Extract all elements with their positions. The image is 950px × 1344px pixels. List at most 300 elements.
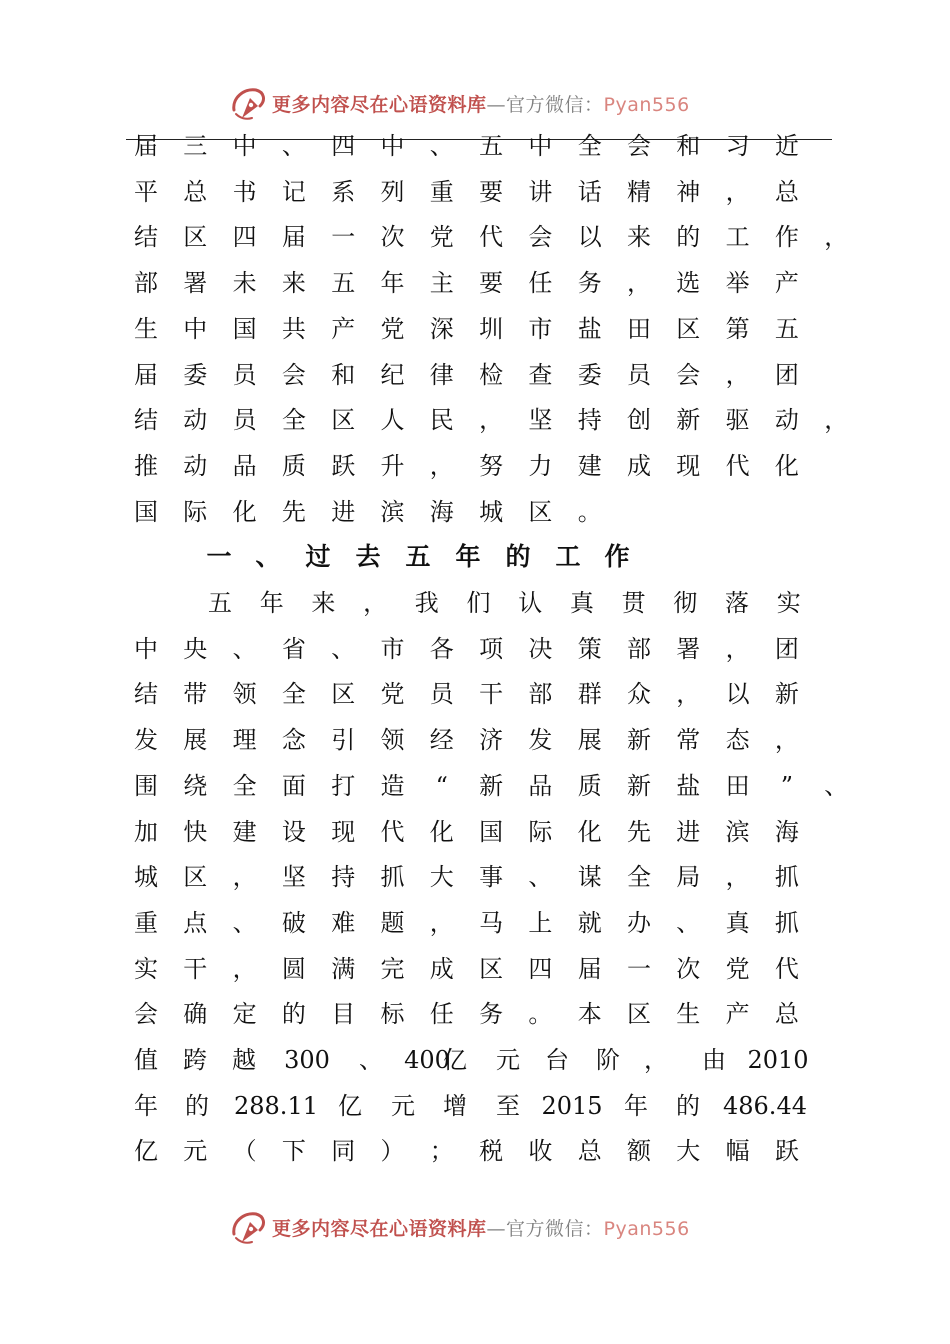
text-glyph: 过 [305, 542, 331, 572]
text-glyph: 化 [429, 817, 454, 846]
text-glyph: 办 [627, 908, 651, 937]
text-line [0, 446, 950, 486]
text-glyph: 展 [577, 726, 602, 755]
text-glyph: 代 [380, 817, 405, 846]
text-glyph: 至 [496, 1091, 520, 1120]
text-glyph: 市 [528, 314, 553, 343]
text-glyph: 书 [232, 177, 257, 206]
text-glyph: 员 [429, 680, 454, 709]
text-glyph: 新 [627, 771, 651, 800]
text-glyph: 动 [774, 406, 799, 435]
text-glyph: 团 [774, 634, 799, 663]
text-glyph: 事 [479, 863, 504, 892]
text-line [0, 583, 950, 623]
text-line [0, 674, 950, 714]
text-glyph: 现 [331, 817, 356, 846]
text-glyph: 抓 [774, 863, 799, 892]
text-glyph: 跃 [331, 451, 356, 480]
text-glyph: ， [725, 177, 750, 206]
text-glyph: ， [676, 680, 701, 709]
text-glyph: 四 [528, 954, 553, 983]
text-glyph: 、 [232, 634, 257, 663]
text-glyph: ， [363, 589, 388, 617]
text-glyph: 年 [380, 269, 405, 298]
text-line [0, 949, 950, 989]
text-glyph: 进 [331, 497, 356, 526]
text-glyph: 和 [676, 132, 701, 160]
text-glyph: 际 [528, 817, 553, 846]
text-glyph: 众 [627, 680, 651, 709]
text-glyph: 念 [281, 726, 306, 755]
text-glyph: 质 [281, 451, 306, 480]
text-glyph: 2015 [541, 1091, 603, 1120]
text-glyph: 年 [259, 589, 284, 617]
text-glyph: 区 [183, 863, 208, 892]
text-glyph: 带 [183, 680, 208, 709]
section-heading [0, 537, 950, 577]
text-glyph: 坚 [528, 406, 553, 435]
text-glyph: 部 [134, 269, 158, 298]
text-glyph: 深 [429, 314, 454, 343]
text-glyph: 态 [725, 726, 750, 755]
text-glyph: 田 [725, 771, 750, 800]
text-glyph: 举 [725, 269, 750, 298]
text-glyph: 标 [380, 1000, 405, 1029]
text-glyph: 产 [331, 314, 356, 343]
text-glyph: ， [824, 406, 849, 435]
text-glyph: ， [479, 406, 504, 435]
text-glyph: 、 [359, 1046, 383, 1074]
text-glyph: 额 [627, 1137, 651, 1166]
text-glyph: 部 [627, 634, 651, 663]
text-glyph: 、 [429, 132, 454, 160]
text-glyph: 定 [232, 1000, 257, 1029]
text-glyph: 下 [281, 1137, 306, 1166]
text-glyph: 律 [429, 360, 454, 389]
text-glyph: 成 [429, 954, 454, 983]
text-glyph: 我 [414, 589, 439, 617]
text-glyph: 元 [183, 1137, 208, 1166]
text-glyph: 幅 [725, 1137, 750, 1166]
text-glyph: 谋 [577, 863, 602, 892]
text-glyph: 策 [577, 634, 602, 663]
text-glyph: 引 [331, 726, 356, 755]
text-glyph: 马 [479, 908, 504, 937]
text-glyph: 升 [380, 451, 405, 480]
text-glyph: 要 [479, 177, 504, 206]
text-glyph: 、 [331, 634, 356, 663]
text-glyph: 亿 [134, 1137, 158, 1166]
text-glyph: 建 [577, 451, 602, 480]
text-glyph: 来 [281, 269, 306, 298]
text-glyph: 力 [528, 451, 553, 480]
text-glyph: 成 [627, 451, 651, 480]
text-glyph: 一 [627, 954, 651, 983]
text-glyph: 、 [255, 542, 281, 572]
text-glyph: 全 [232, 771, 257, 800]
text-glyph: 五 [479, 132, 504, 160]
text-glyph: 生 [676, 1000, 701, 1029]
text-glyph: 先 [281, 497, 306, 526]
text-glyph: ） [380, 1137, 405, 1166]
text-glyph: 来 [311, 589, 336, 617]
text-glyph: 人 [380, 406, 405, 435]
text-glyph: 四 [331, 132, 356, 160]
pen-nib-logo-icon [228, 1208, 268, 1248]
text-glyph: 们 [466, 589, 491, 617]
text-glyph: 平 [134, 177, 158, 206]
text-line [0, 720, 950, 760]
text-line [0, 172, 950, 212]
text-glyph: 由 [702, 1046, 726, 1074]
text-glyph: 区 [331, 406, 356, 435]
watermark-text [272, 90, 690, 117]
text-glyph: 和 [331, 360, 356, 389]
text-glyph: 讲 [528, 177, 553, 206]
text-glyph: 届 [281, 223, 306, 252]
text-glyph: 领 [232, 680, 257, 709]
text-glyph: ， [725, 634, 750, 663]
text-glyph: 决 [528, 634, 553, 663]
text-glyph: 署 [183, 269, 208, 298]
text-glyph: 年 [455, 542, 481, 572]
text-line [0, 309, 950, 349]
watermark-sub: 官方微信： [506, 94, 604, 116]
text-glyph: 总 [577, 1137, 602, 1166]
text-glyph: 精 [627, 177, 651, 206]
text-glyph: 市 [380, 634, 405, 663]
text-glyph: 团 [774, 360, 799, 389]
text-glyph: 代 [479, 223, 504, 252]
text-glyph: 际 [183, 497, 208, 526]
text-glyph: 值 [134, 1046, 158, 1074]
text-glyph: 区 [479, 954, 504, 983]
text-glyph: 局 [676, 863, 701, 892]
text-glyph: 实 [776, 589, 801, 617]
text-glyph: 五 [774, 314, 799, 343]
text-glyph: 代 [774, 954, 799, 983]
text-glyph: 阶 [596, 1046, 620, 1074]
text-glyph: 跨 [183, 1046, 207, 1074]
text-glyph: 持 [577, 406, 602, 435]
text-line [0, 126, 950, 166]
text-glyph: 重 [134, 908, 158, 937]
text-glyph: 领 [380, 726, 405, 755]
text-glyph: 全 [627, 863, 651, 892]
text-glyph: 神 [676, 177, 701, 206]
text-glyph: 届 [577, 954, 602, 983]
text-glyph: 盐 [577, 314, 602, 343]
text-glyph: 、 [824, 771, 849, 800]
text-line [0, 492, 950, 532]
text-glyph: 党 [429, 223, 454, 252]
text-glyph: 造 [380, 771, 405, 800]
text-glyph: 届 [134, 132, 158, 160]
text-glyph: 400 [404, 1046, 450, 1074]
text-glyph: 新 [479, 771, 504, 800]
text-glyph: ， [627, 269, 651, 298]
text-glyph: 税 [479, 1137, 504, 1166]
text-glyph: 化 [232, 497, 257, 526]
text-glyph: 元 [391, 1091, 415, 1120]
text-glyph: 、 [232, 908, 257, 937]
text-glyph: 彻 [673, 589, 698, 617]
text-glyph: 认 [518, 589, 543, 617]
text-glyph: 代 [725, 451, 750, 480]
text-glyph: 结 [134, 406, 158, 435]
text-glyph: 一 [206, 542, 232, 572]
text-glyph: 品 [232, 451, 257, 480]
text-glyph: 努 [479, 451, 504, 480]
text-glyph: 选 [676, 269, 701, 298]
text-glyph: 总 [183, 177, 208, 206]
text-glyph: 快 [183, 817, 208, 846]
text-glyph: 真 [725, 908, 750, 937]
text-glyph: 区 [331, 680, 356, 709]
text-line [0, 857, 950, 897]
text-glyph: 全 [281, 406, 306, 435]
text-glyph: 党 [380, 314, 405, 343]
text-glyph: 党 [380, 680, 405, 709]
text-glyph: 习 [725, 132, 750, 160]
text-glyph: 重 [429, 177, 454, 206]
text-glyph: 生 [134, 314, 158, 343]
watermark-sub: 官方微信： [506, 1218, 604, 1240]
text-glyph: 设 [281, 817, 306, 846]
text-glyph: 员 [232, 406, 257, 435]
text-glyph: 部 [528, 680, 553, 709]
text-glyph: 圳 [479, 314, 504, 343]
text-glyph: 城 [134, 863, 158, 892]
text-glyph: 届 [134, 360, 158, 389]
text-glyph: 近 [774, 132, 799, 160]
text-glyph: 党 [725, 954, 750, 983]
text-glyph: 作 [774, 223, 799, 252]
text-glyph: 共 [281, 314, 306, 343]
text-glyph: ， [232, 954, 257, 983]
text-glyph: 海 [429, 497, 454, 526]
text-line [0, 629, 950, 669]
text-glyph: 经 [429, 726, 454, 755]
text-glyph: 群 [577, 680, 602, 709]
text-glyph: 省 [281, 634, 306, 663]
text-glyph: ， [232, 863, 257, 892]
text-glyph: 国 [134, 497, 158, 526]
text-glyph: ； [429, 1137, 454, 1166]
text-glyph: 盐 [676, 771, 701, 800]
text-glyph: （ [232, 1137, 257, 1166]
text-glyph: 题 [380, 908, 405, 937]
text-glyph: 元 [496, 1046, 520, 1074]
text-glyph: 新 [627, 726, 651, 755]
text-glyph: 署 [676, 634, 701, 663]
text-glyph: 次 [676, 954, 701, 983]
text-glyph: 抓 [774, 908, 799, 937]
pen-nib-logo-icon [228, 84, 268, 124]
text-glyph: 台 [545, 1046, 569, 1074]
text-glyph: ， [774, 726, 799, 755]
text-glyph: 会 [627, 132, 651, 160]
text-glyph: 化 [774, 451, 799, 480]
text-line [0, 1040, 950, 1080]
text-glyph: 五 [208, 589, 232, 617]
text-glyph: 列 [380, 177, 405, 206]
text-glyph: 中 [528, 132, 553, 160]
text-glyph: 、 [676, 908, 701, 937]
text-glyph: ， [725, 863, 750, 892]
watermark-id: Pyan556 [603, 1218, 690, 1240]
text-glyph: 系 [331, 177, 356, 206]
text-glyph: 288.11 [234, 1091, 318, 1120]
text-glyph: 作 [604, 542, 630, 572]
text-glyph: 委 [577, 360, 602, 389]
text-glyph: 城 [479, 497, 504, 526]
text-line [0, 217, 950, 257]
text-line [0, 903, 950, 943]
text-glyph: 记 [281, 177, 306, 206]
text-glyph: 干 [183, 954, 208, 983]
text-line [0, 994, 950, 1034]
text-glyph: 未 [232, 269, 257, 298]
text-glyph: 纪 [380, 360, 405, 389]
text-glyph: 田 [627, 314, 651, 343]
text-glyph: 年 [134, 1091, 158, 1120]
text-glyph: 中 [232, 132, 257, 160]
text-glyph: 300 [284, 1046, 330, 1074]
text-glyph: 总 [774, 1000, 799, 1029]
watermark-id: Pyan556 [603, 94, 690, 116]
text-glyph: 中 [134, 634, 158, 663]
text-glyph: 会 [134, 1000, 158, 1029]
footer-watermark [0, 1206, 950, 1250]
text-glyph: 推 [134, 451, 158, 480]
text-glyph: 来 [627, 223, 651, 252]
text-glyph: 展 [183, 726, 208, 755]
text-glyph: 品 [528, 771, 553, 800]
text-glyph: 动 [183, 406, 208, 435]
watermark-text [272, 1214, 690, 1241]
text-glyph: ， [725, 360, 750, 389]
text-glyph: 第 [725, 314, 750, 343]
text-glyph: ， [824, 223, 849, 252]
watermark-main: 更多内容尽在心语资料库 [272, 94, 487, 116]
text-glyph: 话 [577, 177, 602, 206]
text-glyph: 国 [479, 817, 504, 846]
text-glyph: 区 [676, 314, 701, 343]
text-glyph: 2010 [747, 1046, 809, 1074]
text-glyph: 项 [479, 634, 504, 663]
text-glyph: 越 [232, 1046, 256, 1074]
text-glyph: 面 [281, 771, 306, 800]
text-glyph: 破 [281, 908, 306, 937]
text-glyph: 满 [331, 954, 356, 983]
text-glyph: ， [429, 451, 454, 480]
text-glyph: 的 [185, 1091, 209, 1120]
text-line [0, 263, 950, 303]
text-glyph: 检 [479, 360, 504, 389]
text-glyph: 区 [183, 223, 208, 252]
text-glyph: 结 [134, 223, 158, 252]
text-glyph: 滨 [725, 817, 750, 846]
text-glyph: 打 [331, 771, 356, 800]
watermark-dash: — [486, 1218, 507, 1240]
text-glyph: 先 [627, 817, 651, 846]
text-glyph: 员 [232, 360, 257, 389]
text-glyph: 济 [479, 726, 504, 755]
text-glyph: 、 [528, 863, 553, 892]
text-glyph: 跃 [774, 1137, 799, 1166]
text-glyph: 一 [331, 223, 356, 252]
text-glyph: 亿 [443, 1046, 467, 1074]
text-glyph: ” [780, 771, 794, 800]
text-glyph: 各 [429, 634, 454, 663]
text-glyph: 现 [676, 451, 701, 480]
text-glyph: 会 [281, 360, 306, 389]
text-glyph: 真 [569, 589, 594, 617]
text-glyph: 员 [627, 360, 651, 389]
text-glyph: 三 [183, 132, 208, 160]
text-glyph: 发 [528, 726, 553, 755]
text-glyph: 全 [281, 680, 306, 709]
text-glyph: 会 [528, 223, 553, 252]
text-glyph: 圆 [281, 954, 306, 983]
text-glyph: 以 [577, 223, 602, 252]
text-glyph: 目 [331, 1000, 356, 1029]
text-glyph: 委 [183, 360, 208, 389]
text-glyph: 点 [183, 908, 208, 937]
text-glyph: 确 [183, 1000, 208, 1029]
text-glyph: 五 [331, 269, 356, 298]
text-glyph: 增 [443, 1091, 467, 1120]
text-glyph: 大 [429, 863, 454, 892]
text-glyph: 任 [429, 1000, 454, 1029]
text-glyph: 上 [528, 908, 553, 937]
text-glyph: 坚 [281, 863, 306, 892]
text-glyph: 区 [627, 1000, 651, 1029]
text-glyph: 的 [505, 542, 531, 572]
text-glyph: 建 [232, 817, 257, 846]
text-glyph: 年 [624, 1091, 648, 1120]
text-glyph: 去 [355, 542, 381, 572]
text-glyph: 全 [577, 132, 602, 160]
text-glyph: 任 [528, 269, 553, 298]
text-glyph: 会 [676, 360, 701, 389]
text-glyph: “ [435, 771, 448, 800]
text-glyph: 围 [134, 771, 158, 800]
text-glyph: 以 [725, 680, 750, 709]
text-glyph: 工 [725, 223, 750, 252]
text-glyph: 滨 [380, 497, 405, 526]
text-glyph: 的 [676, 223, 701, 252]
text-glyph: 民 [429, 406, 454, 435]
text-glyph: 常 [676, 726, 701, 755]
text-glyph: 新 [774, 680, 799, 709]
text-glyph: 完 [380, 954, 405, 983]
text-glyph: 、 [281, 132, 306, 160]
text-glyph: 央 [183, 634, 208, 663]
text-glyph: 区 [528, 497, 553, 526]
text-glyph: 的 [676, 1091, 700, 1120]
text-glyph: 。 [528, 1000, 553, 1029]
text-glyph: 次 [380, 223, 405, 252]
text-glyph: 工 [555, 542, 581, 572]
text-line [0, 812, 950, 852]
text-glyph: 落 [725, 589, 749, 617]
watermark-dash: — [486, 94, 507, 116]
text-glyph: 大 [676, 1137, 701, 1166]
text-glyph: 国 [232, 314, 257, 343]
text-line [0, 355, 950, 395]
